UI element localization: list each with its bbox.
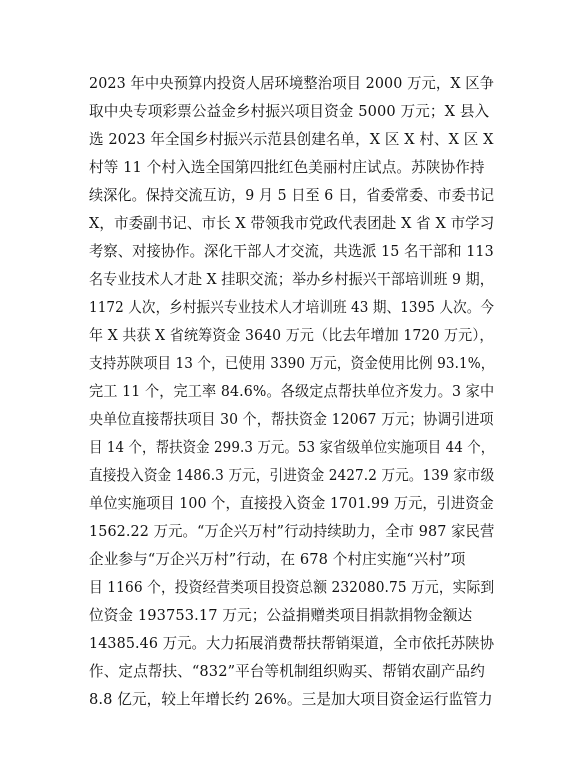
- text-line-3: 选 2023 年全国乡村振兴示范县创建名单，X 区 X 村、X 区 X: [89, 131, 494, 148]
- text-line-17: 1562.22 万元。“万企兴万村”行动持续助力，全市 987 家民营: [89, 523, 495, 540]
- text-line-18: 企业参与“万企兴万村”行动，在 678 个村庄实施“兴村”项: [89, 551, 466, 568]
- text-line-2: 取中央专项彩票公益金乡村振兴项目资金 5000 万元；X 县入: [89, 103, 490, 120]
- text-line-13: 央单位直接帮扶项目 30 个，帮扶资金 12067 万元；协调引进项: [89, 411, 494, 428]
- text-line-21: 14385.46 万元。大力拓展消费帮扶帮销渠道，全市依托苏陕协: [89, 635, 495, 652]
- text-line-4: 村等 11 个村入选全国第四批红色美丽村庄试点。苏陕协作持: [89, 159, 485, 176]
- text-line-8: 名专业技术人才赴 X 挂职交流；举办乡村振兴干部培训班 9 期，: [89, 271, 494, 288]
- text-line-9: 1172 人次，乡村振兴专业技术人才培训班 43 期、1395 人次。今: [89, 299, 495, 316]
- text-line-20: 位资金 193753.17 万元；公益捐赠类项目捐款捐物金额达: [89, 607, 473, 624]
- text-line-19: 目 1166 个，投资经营类项目投资总额 232080.75 万元，实际到: [89, 579, 495, 596]
- text-line-14: 目 14 个，帮扶资金 299.3 万元。53 家省级单位实施项目 44 个，: [89, 439, 495, 456]
- text-line-16: 单位实施项目 100 个，直接投入资金 1701.99 万元，引进资金: [89, 495, 494, 512]
- text-line-11: 支持苏陕项目 13 个，已使用 3390 万元，资金使用比例 93.1%，: [89, 355, 495, 372]
- text-line-7: 考察、对接协作。深化干部人才交流，共选派 15 名干部和 113: [89, 243, 494, 260]
- text-line-15: 直接投入资金 1486.3 万元，引进资金 2427.2 万元。139 家市级: [89, 467, 495, 484]
- text-line-23: 8.8 亿元，较上年增长约 26%。三是加大项目资金运行监管力: [89, 691, 493, 708]
- text-line-6: X，市委副书记、市长 X 带领我市党政代表团赴 X 省 X 市学习: [89, 215, 495, 232]
- text-line-10: 年 X 共获 X 省统筹资金 3640 万元（比去年增加 1720 万元），: [89, 327, 494, 344]
- text-line-1: 2023 年中央预算内投资人居环境整治项目 2000 万元，X 区争: [89, 75, 495, 92]
- text-line-22: 作、定点帮扶、“832”平台等机制组织购买、帮销农副产品约: [89, 663, 485, 680]
- text-line-5: 续深化。保持交流互访，9 月 5 日至 6 日，省委常委、市委书记: [89, 187, 495, 204]
- text-line-12: 完工 11 个，完工率 84.6%。各级定点帮扶单位齐发力。3 家中: [89, 383, 495, 400]
